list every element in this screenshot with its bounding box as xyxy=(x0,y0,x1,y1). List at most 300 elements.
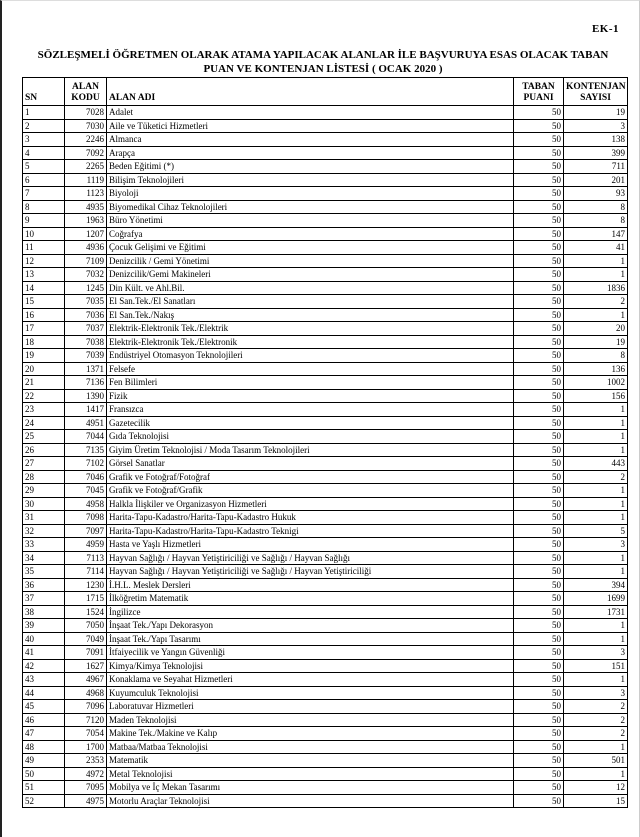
row-taban-puani: 50 xyxy=(514,497,564,511)
row-alan-adi: Metal Teknolojisi xyxy=(107,767,514,781)
row-sn: 26 xyxy=(23,443,65,457)
row-alan-kodu: 7136 xyxy=(65,376,107,390)
row-kontenjan-sayisi: 8 xyxy=(564,200,628,214)
table-row xyxy=(23,146,628,160)
row-taban-puani: 50 xyxy=(514,767,564,781)
row-alan-adi: Almanca xyxy=(107,133,514,147)
row-alan-kodu: 7046 xyxy=(65,470,107,484)
row-alan-kodu: 2246 xyxy=(65,133,107,147)
table-row xyxy=(23,740,628,754)
table-row xyxy=(23,106,628,120)
row-kontenjan-sayisi: 1 xyxy=(564,740,628,754)
row-sn: 2 xyxy=(23,119,65,133)
row-kontenjan-sayisi: 3 xyxy=(564,119,628,133)
row-kontenjan-sayisi: 711 xyxy=(564,160,628,174)
row-taban-puani: 50 xyxy=(514,362,564,376)
row-kontenjan-sayisi: 151 xyxy=(564,659,628,673)
title-line-2: PUAN VE KONTENJAN LİSTESİ ( OCAK 2020 ) xyxy=(203,63,443,75)
quota-table xyxy=(22,77,628,808)
table-row xyxy=(23,160,628,174)
table-row xyxy=(23,565,628,579)
row-alan-kodu: 7120 xyxy=(65,713,107,727)
row-alan-kodu: 7096 xyxy=(65,700,107,714)
row-alan-adi: Arapça xyxy=(107,146,514,160)
row-alan-adi: Halkla İlişkiler ve Organizasyon Hizmetleri xyxy=(107,497,514,511)
row-alan-adi: Felsefe xyxy=(107,362,514,376)
row-alan-kodu: 4972 xyxy=(65,767,107,781)
row-taban-puani: 50 xyxy=(514,457,564,471)
row-taban-puani: 50 xyxy=(514,443,564,457)
row-taban-puani: 50 xyxy=(514,713,564,727)
header-taban-puani xyxy=(514,78,564,106)
row-kontenjan-sayisi: 501 xyxy=(564,754,628,768)
row-kontenjan-sayisi: 399 xyxy=(564,146,628,160)
row-taban-puani: 50 xyxy=(514,470,564,484)
row-alan-adi: Bilişim Teknolojileri xyxy=(107,173,514,187)
title-line-1: SÖZLEŞMELİ ÖĞRETMEN OLARAK ATAMA YAPILACAK ALANLAR İLE BAŞVURUYA ESAS OLACAK TABAN xyxy=(37,49,609,61)
table-row xyxy=(23,659,628,673)
row-alan-adi: İlköğretim Matematik xyxy=(107,592,514,606)
row-kontenjan-sayisi: 41 xyxy=(564,241,628,255)
row-taban-puani: 50 xyxy=(514,430,564,444)
row-kontenjan-sayisi: 2 xyxy=(564,295,628,309)
table-row xyxy=(23,727,628,741)
row-kontenjan-sayisi: 1699 xyxy=(564,592,628,606)
row-kontenjan-sayisi: 1 xyxy=(564,511,628,525)
row-alan-adi: İnşaat Tek./Yapı Tasarımı xyxy=(107,632,514,646)
row-alan-adi: Grafik ve Fotoğraf/Fotoğraf xyxy=(107,470,514,484)
header-alan-kodu-line1: ALAN xyxy=(72,82,99,92)
row-kontenjan-sayisi: 93 xyxy=(564,187,628,201)
row-taban-puani: 50 xyxy=(514,295,564,309)
row-taban-puani: 50 xyxy=(514,106,564,120)
row-alan-adi: Fen Bilimleri xyxy=(107,376,514,390)
row-alan-kodu: 1207 xyxy=(65,227,107,241)
row-sn: 27 xyxy=(23,457,65,471)
table-row xyxy=(23,308,628,322)
row-sn: 38 xyxy=(23,605,65,619)
row-taban-puani: 50 xyxy=(514,146,564,160)
row-alan-kodu: 4951 xyxy=(65,416,107,430)
row-alan-kodu: 4967 xyxy=(65,673,107,687)
row-alan-adi: Hayvan Sağlığı / Hayvan Yetiştiriciliği ve Sağlığı / Hayvan Yetiştiriciliği xyxy=(107,565,514,579)
row-taban-puani: 50 xyxy=(514,551,564,565)
row-sn: 17 xyxy=(23,322,65,336)
row-taban-puani: 50 xyxy=(514,173,564,187)
row-alan-kodu: 7054 xyxy=(65,727,107,741)
row-kontenjan-sayisi: 1 xyxy=(564,497,628,511)
table-row xyxy=(23,281,628,295)
row-alan-kodu: 7036 xyxy=(65,308,107,322)
table-row xyxy=(23,538,628,552)
row-kontenjan-sayisi: 136 xyxy=(564,362,628,376)
row-alan-adi: Çocuk Gelişimi ve Eğitimi xyxy=(107,241,514,255)
row-sn: 3 xyxy=(23,133,65,147)
table-row xyxy=(23,322,628,336)
row-alan-adi: Motorlu Araçlar Teknolojisi xyxy=(107,794,514,808)
row-taban-puani: 50 xyxy=(514,200,564,214)
row-taban-puani: 50 xyxy=(514,565,564,579)
row-alan-adi: Gazetecilik xyxy=(107,416,514,430)
row-taban-puani: 50 xyxy=(514,659,564,673)
row-alan-kodu: 7102 xyxy=(65,457,107,471)
row-kontenjan-sayisi: 443 xyxy=(564,457,628,471)
row-alan-adi: Giyim Üretim Teknolojisi / Moda Tasarım Teknolojileri xyxy=(107,443,514,457)
row-sn: 12 xyxy=(23,254,65,268)
row-sn: 52 xyxy=(23,794,65,808)
header-kontenjan-line2: SAYISI xyxy=(580,93,611,103)
row-kontenjan-sayisi: 138 xyxy=(564,133,628,147)
row-sn: 51 xyxy=(23,781,65,795)
row-kontenjan-sayisi: 394 xyxy=(564,578,628,592)
header-kontenjan-sayisi xyxy=(564,78,628,106)
row-taban-puani: 50 xyxy=(514,389,564,403)
row-alan-adi: Fransızca xyxy=(107,403,514,417)
row-alan-kodu: 7039 xyxy=(65,349,107,363)
table-row xyxy=(23,254,628,268)
row-taban-puani: 50 xyxy=(514,578,564,592)
row-alan-kodu: 4968 xyxy=(65,686,107,700)
table-header-row xyxy=(23,78,628,106)
row-taban-puani: 50 xyxy=(514,673,564,687)
row-sn: 19 xyxy=(23,349,65,363)
row-sn: 10 xyxy=(23,227,65,241)
row-taban-puani: 50 xyxy=(514,268,564,282)
row-alan-adi: Fizik xyxy=(107,389,514,403)
row-sn: 30 xyxy=(23,497,65,511)
row-alan-adi: Maden Teknolojisi xyxy=(107,713,514,727)
row-taban-puani: 50 xyxy=(514,160,564,174)
row-taban-puani: 50 xyxy=(514,511,564,525)
table-row xyxy=(23,389,628,403)
row-sn: 22 xyxy=(23,389,65,403)
row-taban-puani: 50 xyxy=(514,403,564,417)
table-row xyxy=(23,119,628,133)
row-alan-adi: Matbaa/Matbaa Teknolojisi xyxy=(107,740,514,754)
row-alan-adi: Aile ve Tüketici Hizmetleri xyxy=(107,119,514,133)
row-taban-puani: 50 xyxy=(514,308,564,322)
row-taban-puani: 50 xyxy=(514,187,564,201)
row-sn: 20 xyxy=(23,362,65,376)
row-kontenjan-sayisi: 1 xyxy=(564,551,628,565)
row-taban-puani: 50 xyxy=(514,214,564,228)
row-sn: 39 xyxy=(23,619,65,633)
row-alan-kodu: 7113 xyxy=(65,551,107,565)
row-taban-puani: 50 xyxy=(514,781,564,795)
row-alan-kodu: 7049 xyxy=(65,632,107,646)
table-row xyxy=(23,416,628,430)
row-sn: 23 xyxy=(23,403,65,417)
row-sn: 46 xyxy=(23,713,65,727)
row-kontenjan-sayisi: 1 xyxy=(564,565,628,579)
row-sn: 44 xyxy=(23,686,65,700)
table-row xyxy=(23,632,628,646)
table-row xyxy=(23,335,628,349)
row-alan-kodu: 7044 xyxy=(65,430,107,444)
row-alan-kodu: 7092 xyxy=(65,146,107,160)
row-taban-puani: 50 xyxy=(514,335,564,349)
row-taban-puani: 50 xyxy=(514,281,564,295)
row-kontenjan-sayisi: 1 xyxy=(564,632,628,646)
row-sn: 42 xyxy=(23,659,65,673)
row-alan-adi: İngilizce xyxy=(107,605,514,619)
row-sn: 35 xyxy=(23,565,65,579)
row-sn: 13 xyxy=(23,268,65,282)
row-sn: 33 xyxy=(23,538,65,552)
row-alan-adi: Harita-Tapu-Kadastro/Harita-Tapu-Kadastro Hukuk xyxy=(107,511,514,525)
row-alan-adi: Konaklama ve Seyahat Hizmetleri xyxy=(107,673,514,687)
row-kontenjan-sayisi: 3 xyxy=(564,686,628,700)
table-body xyxy=(23,106,628,808)
row-alan-kodu: 7091 xyxy=(65,646,107,660)
row-alan-adi: İtfaiyecilik ve Yangın Güvenliği xyxy=(107,646,514,660)
row-alan-kodu: 7114 xyxy=(65,565,107,579)
row-sn: 45 xyxy=(23,700,65,714)
table-row xyxy=(23,295,628,309)
header-taban-line2: PUANI xyxy=(523,93,554,103)
row-sn: 48 xyxy=(23,740,65,754)
row-taban-puani: 50 xyxy=(514,524,564,538)
row-alan-adi: Hayvan Sağlığı / Hayvan Yetiştiriciliği ve Sağlığı / Hayvan Sağlığı xyxy=(107,551,514,565)
table-row xyxy=(23,497,628,511)
row-sn: 18 xyxy=(23,335,65,349)
row-alan-kodu: 1715 xyxy=(65,592,107,606)
row-alan-kodu: 2353 xyxy=(65,754,107,768)
row-taban-puani: 50 xyxy=(514,605,564,619)
row-alan-kodu: 1390 xyxy=(65,389,107,403)
row-sn: 25 xyxy=(23,430,65,444)
table-row xyxy=(23,227,628,241)
table-row xyxy=(23,484,628,498)
row-kontenjan-sayisi: 1 xyxy=(564,443,628,457)
row-kontenjan-sayisi: 12 xyxy=(564,781,628,795)
row-alan-adi: Makine Tek./Makine ve Kalıp xyxy=(107,727,514,741)
table-row xyxy=(23,700,628,714)
row-alan-kodu: 7035 xyxy=(65,295,107,309)
row-alan-adi: Gıda Teknolojisi xyxy=(107,430,514,444)
row-alan-adi: İnşaat Tek./Yapı Dekorasyon xyxy=(107,619,514,633)
row-sn: 43 xyxy=(23,673,65,687)
row-alan-adi: Biyoloji xyxy=(107,187,514,201)
row-alan-adi: Beden Eğitimi (*) xyxy=(107,160,514,174)
row-taban-puani: 50 xyxy=(514,632,564,646)
table-row xyxy=(23,403,628,417)
row-kontenjan-sayisi: 1 xyxy=(564,403,628,417)
row-taban-puani: 50 xyxy=(514,322,564,336)
row-kontenjan-sayisi: 8 xyxy=(564,214,628,228)
row-kontenjan-sayisi: 1 xyxy=(564,308,628,322)
row-taban-puani: 50 xyxy=(514,619,564,633)
row-sn: 16 xyxy=(23,308,65,322)
row-alan-adi: Denizcilik / Gemi Yönetimi xyxy=(107,254,514,268)
row-alan-kodu: 7030 xyxy=(65,119,107,133)
row-sn: 50 xyxy=(23,767,65,781)
row-kontenjan-sayisi: 1 xyxy=(564,767,628,781)
row-alan-kodu: 7037 xyxy=(65,322,107,336)
header-sn: SN xyxy=(23,78,65,106)
row-alan-kodu: 7109 xyxy=(65,254,107,268)
row-taban-puani: 50 xyxy=(514,416,564,430)
row-sn: 15 xyxy=(23,295,65,309)
row-sn: 40 xyxy=(23,632,65,646)
row-sn: 24 xyxy=(23,416,65,430)
row-kontenjan-sayisi: 1002 xyxy=(564,376,628,390)
row-taban-puani: 50 xyxy=(514,538,564,552)
row-kontenjan-sayisi: 5 xyxy=(564,524,628,538)
row-kontenjan-sayisi: 2 xyxy=(564,713,628,727)
row-alan-kodu: 1123 xyxy=(65,187,107,201)
row-sn: 32 xyxy=(23,524,65,538)
table-row xyxy=(23,362,628,376)
table-row xyxy=(23,349,628,363)
row-alan-kodu: 7038 xyxy=(65,335,107,349)
row-taban-puani: 50 xyxy=(514,241,564,255)
row-kontenjan-sayisi: 3 xyxy=(564,538,628,552)
row-alan-kodu: 7097 xyxy=(65,524,107,538)
row-kontenjan-sayisi: 1 xyxy=(564,416,628,430)
row-alan-adi: Kimya/Kimya Teknolojisi xyxy=(107,659,514,673)
row-kontenjan-sayisi: 2 xyxy=(564,470,628,484)
row-alan-kodu: 4935 xyxy=(65,200,107,214)
table-row xyxy=(23,457,628,471)
row-alan-kodu: 7050 xyxy=(65,619,107,633)
row-kontenjan-sayisi: 8 xyxy=(564,349,628,363)
row-sn: 34 xyxy=(23,551,65,565)
table-row xyxy=(23,794,628,808)
row-sn: 4 xyxy=(23,146,65,160)
row-alan-kodu: 7028 xyxy=(65,106,107,120)
row-sn: 8 xyxy=(23,200,65,214)
row-alan-kodu: 4975 xyxy=(65,794,107,808)
row-kontenjan-sayisi: 2 xyxy=(564,700,628,714)
table-row xyxy=(23,214,628,228)
row-taban-puani: 50 xyxy=(514,754,564,768)
row-taban-puani: 50 xyxy=(514,133,564,147)
row-alan-kodu: 1963 xyxy=(65,214,107,228)
table-row xyxy=(23,443,628,457)
table-row xyxy=(23,511,628,525)
row-kontenjan-sayisi: 1 xyxy=(564,484,628,498)
row-alan-adi: Harita-Tapu-Kadastro/Harita-Tapu-Kadastro Teknigi xyxy=(107,524,514,538)
row-alan-adi: Endüstriyel Otomasyon Teknolojileri xyxy=(107,349,514,363)
row-taban-puani: 50 xyxy=(514,592,564,606)
row-kontenjan-sayisi: 1731 xyxy=(564,605,628,619)
row-sn: 9 xyxy=(23,214,65,228)
row-kontenjan-sayisi: 19 xyxy=(564,106,628,120)
row-kontenjan-sayisi: 3 xyxy=(564,646,628,660)
table-row xyxy=(23,268,628,282)
header-alan-kodu xyxy=(65,78,107,106)
row-taban-puani: 50 xyxy=(514,484,564,498)
row-alan-kodu: 7032 xyxy=(65,268,107,282)
row-sn: 49 xyxy=(23,754,65,768)
table-row xyxy=(23,524,628,538)
row-alan-adi: Hasta ve Yaşlı Hizmetleri xyxy=(107,538,514,552)
row-alan-kodu: 7095 xyxy=(65,781,107,795)
row-alan-adi: Laboratuvar Hizmetleri xyxy=(107,700,514,714)
row-alan-kodu: 1524 xyxy=(65,605,107,619)
row-alan-kodu: 1700 xyxy=(65,740,107,754)
row-alan-kodu: 1230 xyxy=(65,578,107,592)
table-row xyxy=(23,578,628,592)
row-alan-kodu: 7045 xyxy=(65,484,107,498)
row-alan-adi: Elektrik-Elektronik Tek./Elektronik xyxy=(107,335,514,349)
row-kontenjan-sayisi: 1 xyxy=(564,430,628,444)
table-row xyxy=(23,241,628,255)
row-alan-kodu: 4959 xyxy=(65,538,107,552)
header-taban-line1: TABAN xyxy=(522,82,555,92)
row-alan-adi: Matematik xyxy=(107,754,514,768)
row-sn: 47 xyxy=(23,727,65,741)
row-kontenjan-sayisi: 201 xyxy=(564,173,628,187)
row-sn: 7 xyxy=(23,187,65,201)
table-row xyxy=(23,673,628,687)
row-alan-kodu: 1119 xyxy=(65,173,107,187)
row-alan-adi: Biyomedikal Cihaz Teknolojileri xyxy=(107,200,514,214)
row-alan-adi: Adalet xyxy=(107,106,514,120)
row-taban-puani: 50 xyxy=(514,727,564,741)
header-alan-kodu-line2: KODU xyxy=(71,93,100,103)
table-row xyxy=(23,551,628,565)
row-alan-kodu: 1371 xyxy=(65,362,107,376)
table-row xyxy=(23,754,628,768)
row-alan-adi: El San.Tek./El Sanatları xyxy=(107,295,514,309)
row-taban-puani: 50 xyxy=(514,700,564,714)
row-alan-kodu: 1417 xyxy=(65,403,107,417)
row-alan-adi: Din Kült. ve Ahl.Bil. xyxy=(107,281,514,295)
row-taban-puani: 50 xyxy=(514,349,564,363)
row-sn: 21 xyxy=(23,376,65,390)
row-alan-adi: Coğrafya xyxy=(107,227,514,241)
row-sn: 14 xyxy=(23,281,65,295)
table-row xyxy=(23,646,628,660)
table-row xyxy=(23,376,628,390)
row-alan-adi: Büro Yönetimi xyxy=(107,214,514,228)
row-sn: 29 xyxy=(23,484,65,498)
row-alan-adi: Görsel Sanatlar xyxy=(107,457,514,471)
row-alan-kodu: 7098 xyxy=(65,511,107,525)
row-taban-puani: 50 xyxy=(514,227,564,241)
row-sn: 36 xyxy=(23,578,65,592)
table-row xyxy=(23,187,628,201)
row-alan-adi: Mobilya ve İç Mekan Tasarımı xyxy=(107,781,514,795)
row-kontenjan-sayisi: 156 xyxy=(564,389,628,403)
table-row xyxy=(23,200,628,214)
annex-label: EK-1 xyxy=(591,23,619,35)
row-alan-adi: İ.H.L. Meslek Dersleri xyxy=(107,578,514,592)
row-sn: 41 xyxy=(23,646,65,660)
row-kontenjan-sayisi: 15 xyxy=(564,794,628,808)
table-row xyxy=(23,470,628,484)
row-kontenjan-sayisi: 19 xyxy=(564,335,628,349)
row-kontenjan-sayisi: 1836 xyxy=(564,281,628,295)
table-row xyxy=(23,781,628,795)
row-alan-kodu: 1245 xyxy=(65,281,107,295)
row-taban-puani: 50 xyxy=(514,376,564,390)
row-alan-adi: Kuyumculuk Teknolojisi xyxy=(107,686,514,700)
row-sn: 5 xyxy=(23,160,65,174)
table-row xyxy=(23,173,628,187)
row-alan-adi: El San.Tek./Nakış xyxy=(107,308,514,322)
row-alan-kodu: 7135 xyxy=(65,443,107,457)
row-alan-kodu: 4936 xyxy=(65,241,107,255)
row-sn: 11 xyxy=(23,241,65,255)
row-alan-adi: Denizcilik/Gemi Makineleri xyxy=(107,268,514,282)
row-sn: 6 xyxy=(23,173,65,187)
table-row xyxy=(23,430,628,444)
header-kontenjan-line1: KONTENJAN xyxy=(566,82,626,92)
row-taban-puani: 50 xyxy=(514,254,564,268)
